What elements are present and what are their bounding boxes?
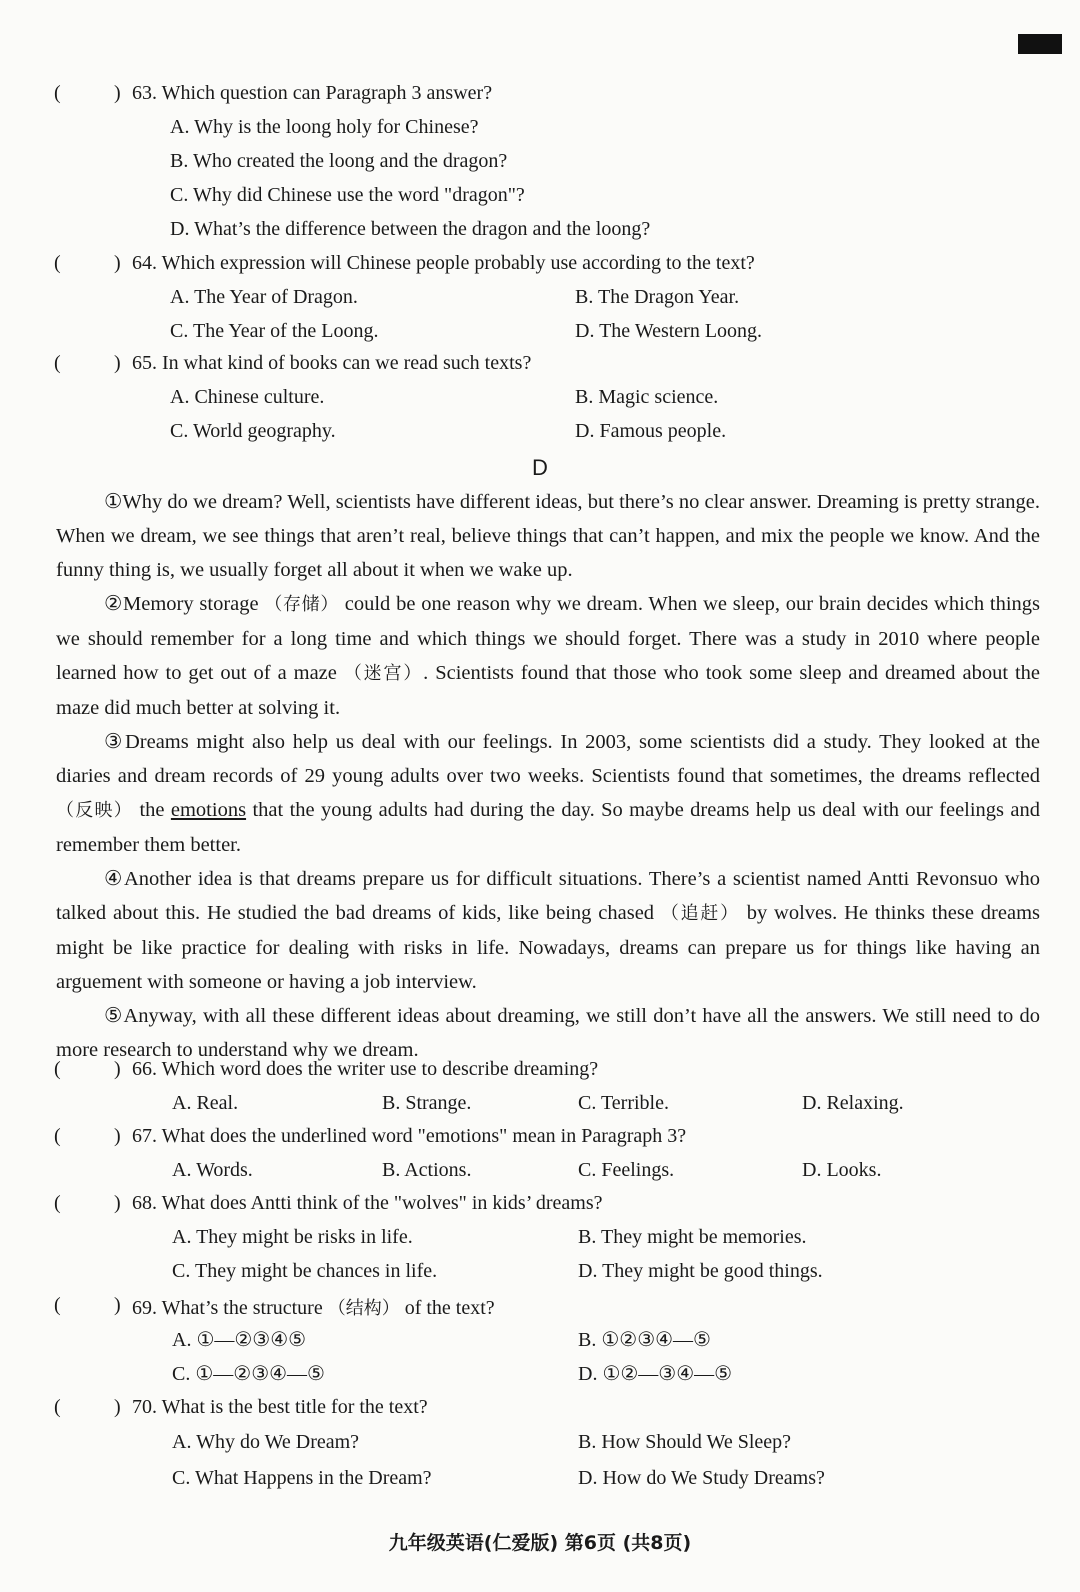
underlined-word: emotions	[170, 799, 247, 821]
paragraph-2-text-c: . Scientists found that those who took some sleep and dreamed about the maze did much better at solving it.	[56, 662, 1041, 719]
chinese-gloss: （迷宫）	[343, 663, 424, 684]
chinese-gloss: （追赶）	[660, 903, 740, 924]
option-66-a: A. Real.	[172, 1092, 239, 1114]
option-63-b: B. Who created the loong and the dragon?	[170, 150, 508, 172]
paragraph-3-text-b: the	[139, 799, 165, 821]
paragraph-4-text-b: by wolves. He thinks these dreams might be like practice for dealing with risks in life. Nowadays, dreams can prepare us for things like having an arguement with someone or having a job interview.	[56, 902, 1041, 993]
paragraph-3	[56, 725, 1040, 862]
option-69-a: A. ①—②③④⑤	[172, 1329, 307, 1351]
answer-blank-close: )	[114, 1058, 121, 1080]
answer-blank-open: (	[54, 1396, 61, 1418]
option-70-a: A. Why do We Dream?	[172, 1431, 360, 1453]
option-63-d: D. What’s the difference between the dragon and the loong?	[170, 218, 651, 240]
question-stem: 70. What is the best title for the text?	[132, 1396, 428, 1418]
answer-blank-open: (	[54, 1294, 61, 1316]
answer-blank-close: )	[114, 1396, 121, 1418]
option-64-d: D. The Western Loong.	[575, 320, 763, 342]
question-stem: 68. What does Antti think of the "wolves" in kids’ dreams?	[132, 1192, 603, 1214]
question-stem-a: 69. What’s the structure	[132, 1297, 323, 1319]
section-heading: D	[532, 455, 548, 480]
paragraph-4-text-a: ④Another idea is that dreams prepare us for difficult situations. There’s a scientist named Antti Revonsuo who talked about this. He studied the bad dreams of kids, like being chased	[56, 868, 1040, 924]
paragraph-3-text-a: ③Dreams might also help us deal with our feelings. In 2003, some scientists did a study. They looked at the diaries and dream records of 29 young adults over two weeks. Scientists found that sometimes, the dreams reflected	[56, 731, 1040, 787]
question-stem: 66. Which word does the writer use to describe dreaming?	[132, 1058, 599, 1080]
option-63-a: A. Why is the loong holy for Chinese?	[170, 116, 479, 138]
answer-blank-close: )	[114, 352, 121, 374]
option-64-b: B. The Dragon Year.	[575, 286, 740, 308]
option-64-a: A. The Year of Dragon.	[170, 286, 358, 308]
chinese-gloss: （结构）	[327, 1298, 400, 1319]
option-65-d: D. Famous people.	[575, 420, 727, 442]
option-68-b: B. They might be memories.	[578, 1226, 807, 1248]
answer-blank-close: )	[114, 1192, 121, 1214]
corner-black-mark	[1018, 34, 1062, 54]
option-64-c: C. The Year of the Loong.	[170, 320, 379, 342]
option-67-a: A. Words.	[172, 1159, 253, 1181]
answer-blank-open: (	[54, 1192, 61, 1214]
option-69-c: C. ①—②③④—⑤	[172, 1363, 325, 1385]
answer-blank-close: )	[114, 82, 121, 104]
option-66-c: C. Terrible.	[578, 1092, 669, 1114]
option-63-c: C. Why did Chinese use the word "dragon"?	[170, 184, 525, 206]
page-footer: 九年级英语(仁爱版) 第6页 (共8页)	[388, 1532, 692, 1554]
option-68-a: A. They might be risks in life.	[172, 1226, 413, 1248]
paragraph-5: ⑤Anyway, with all these different ideas about dreaming, we still don’t have all the answers. We still need to do more research to understand why we dream.	[56, 1005, 1040, 1061]
question-stem: 67. What does the underlined word "emotions" mean in Paragraph 3?	[132, 1125, 687, 1147]
option-65-a: A. Chinese culture.	[170, 386, 325, 408]
question-stem: 64. Which expression will Chinese people probably use according to the text?	[132, 252, 755, 274]
answer-blank-open: (	[54, 1125, 61, 1147]
option-66-d: D. Relaxing.	[802, 1092, 904, 1114]
paragraph-4	[56, 862, 1040, 999]
answer-blank-close: )	[114, 1294, 121, 1316]
answer-blank-close: )	[114, 252, 121, 274]
question-stem-b: of the text?	[404, 1297, 495, 1319]
option-67-c: C. Feelings.	[578, 1159, 675, 1181]
option-65-b: B. Magic science.	[575, 386, 719, 408]
question-stem	[132, 1294, 495, 1320]
reading-passage	[56, 485, 1040, 1067]
option-67-b: B. Actions.	[382, 1159, 472, 1181]
option-70-b: B. How Should We Sleep?	[578, 1431, 792, 1453]
option-69-b: B. ①②③④—⑤	[578, 1329, 711, 1351]
question-stem: 63. Which question can Paragraph 3 answer?	[132, 82, 493, 104]
option-67-d: D. Looks.	[802, 1159, 882, 1181]
option-66-b: B. Strange.	[382, 1092, 472, 1114]
option-68-c: C. They might be chances in life.	[172, 1260, 438, 1282]
question-stem: 65. In what kind of books can we read such texts?	[132, 352, 532, 374]
paragraph-2	[56, 587, 1040, 725]
chinese-gloss: （反映）	[56, 800, 134, 821]
chinese-gloss: （存储）	[264, 594, 339, 615]
option-68-d: D. They might be good things.	[578, 1260, 823, 1282]
answer-blank-open: (	[54, 82, 61, 104]
paragraph-2-text-b: could be one reason why we dream. When we sleep, our brain decides which things we should remember for a long time and which things we should forget. There was a study in 2010 where people learned how to get out of a maze	[56, 593, 1041, 684]
answer-blank-open: (	[54, 252, 61, 274]
option-70-d: D. How do We Study Dreams?	[578, 1467, 825, 1489]
option-70-c: C. What Happens in the Dream?	[172, 1467, 432, 1489]
answer-blank-open: (	[54, 1058, 61, 1080]
answer-blank-open: (	[54, 352, 61, 374]
option-69-d: D. ①②—③④—⑤	[578, 1363, 733, 1385]
paragraph-1: ①Why do we dream? Well, scientists have different ideas, but there’s no clear answer. Dreaming is pretty strange. When we dream, we see things that aren’t real, believe things that can’t happen, and mix the people we know. And the funny thing is, we usually forget all about it when we wake up.	[56, 491, 1040, 581]
option-65-c: C. World geography.	[170, 420, 336, 442]
answer-blank-close: )	[114, 1125, 121, 1147]
paragraph-2-text-a: ②Memory storage	[104, 593, 259, 615]
paragraph-3-text-c: that the young adults had during the day. So maybe dreams help us deal with our feelings and remember them better.	[56, 799, 1041, 856]
